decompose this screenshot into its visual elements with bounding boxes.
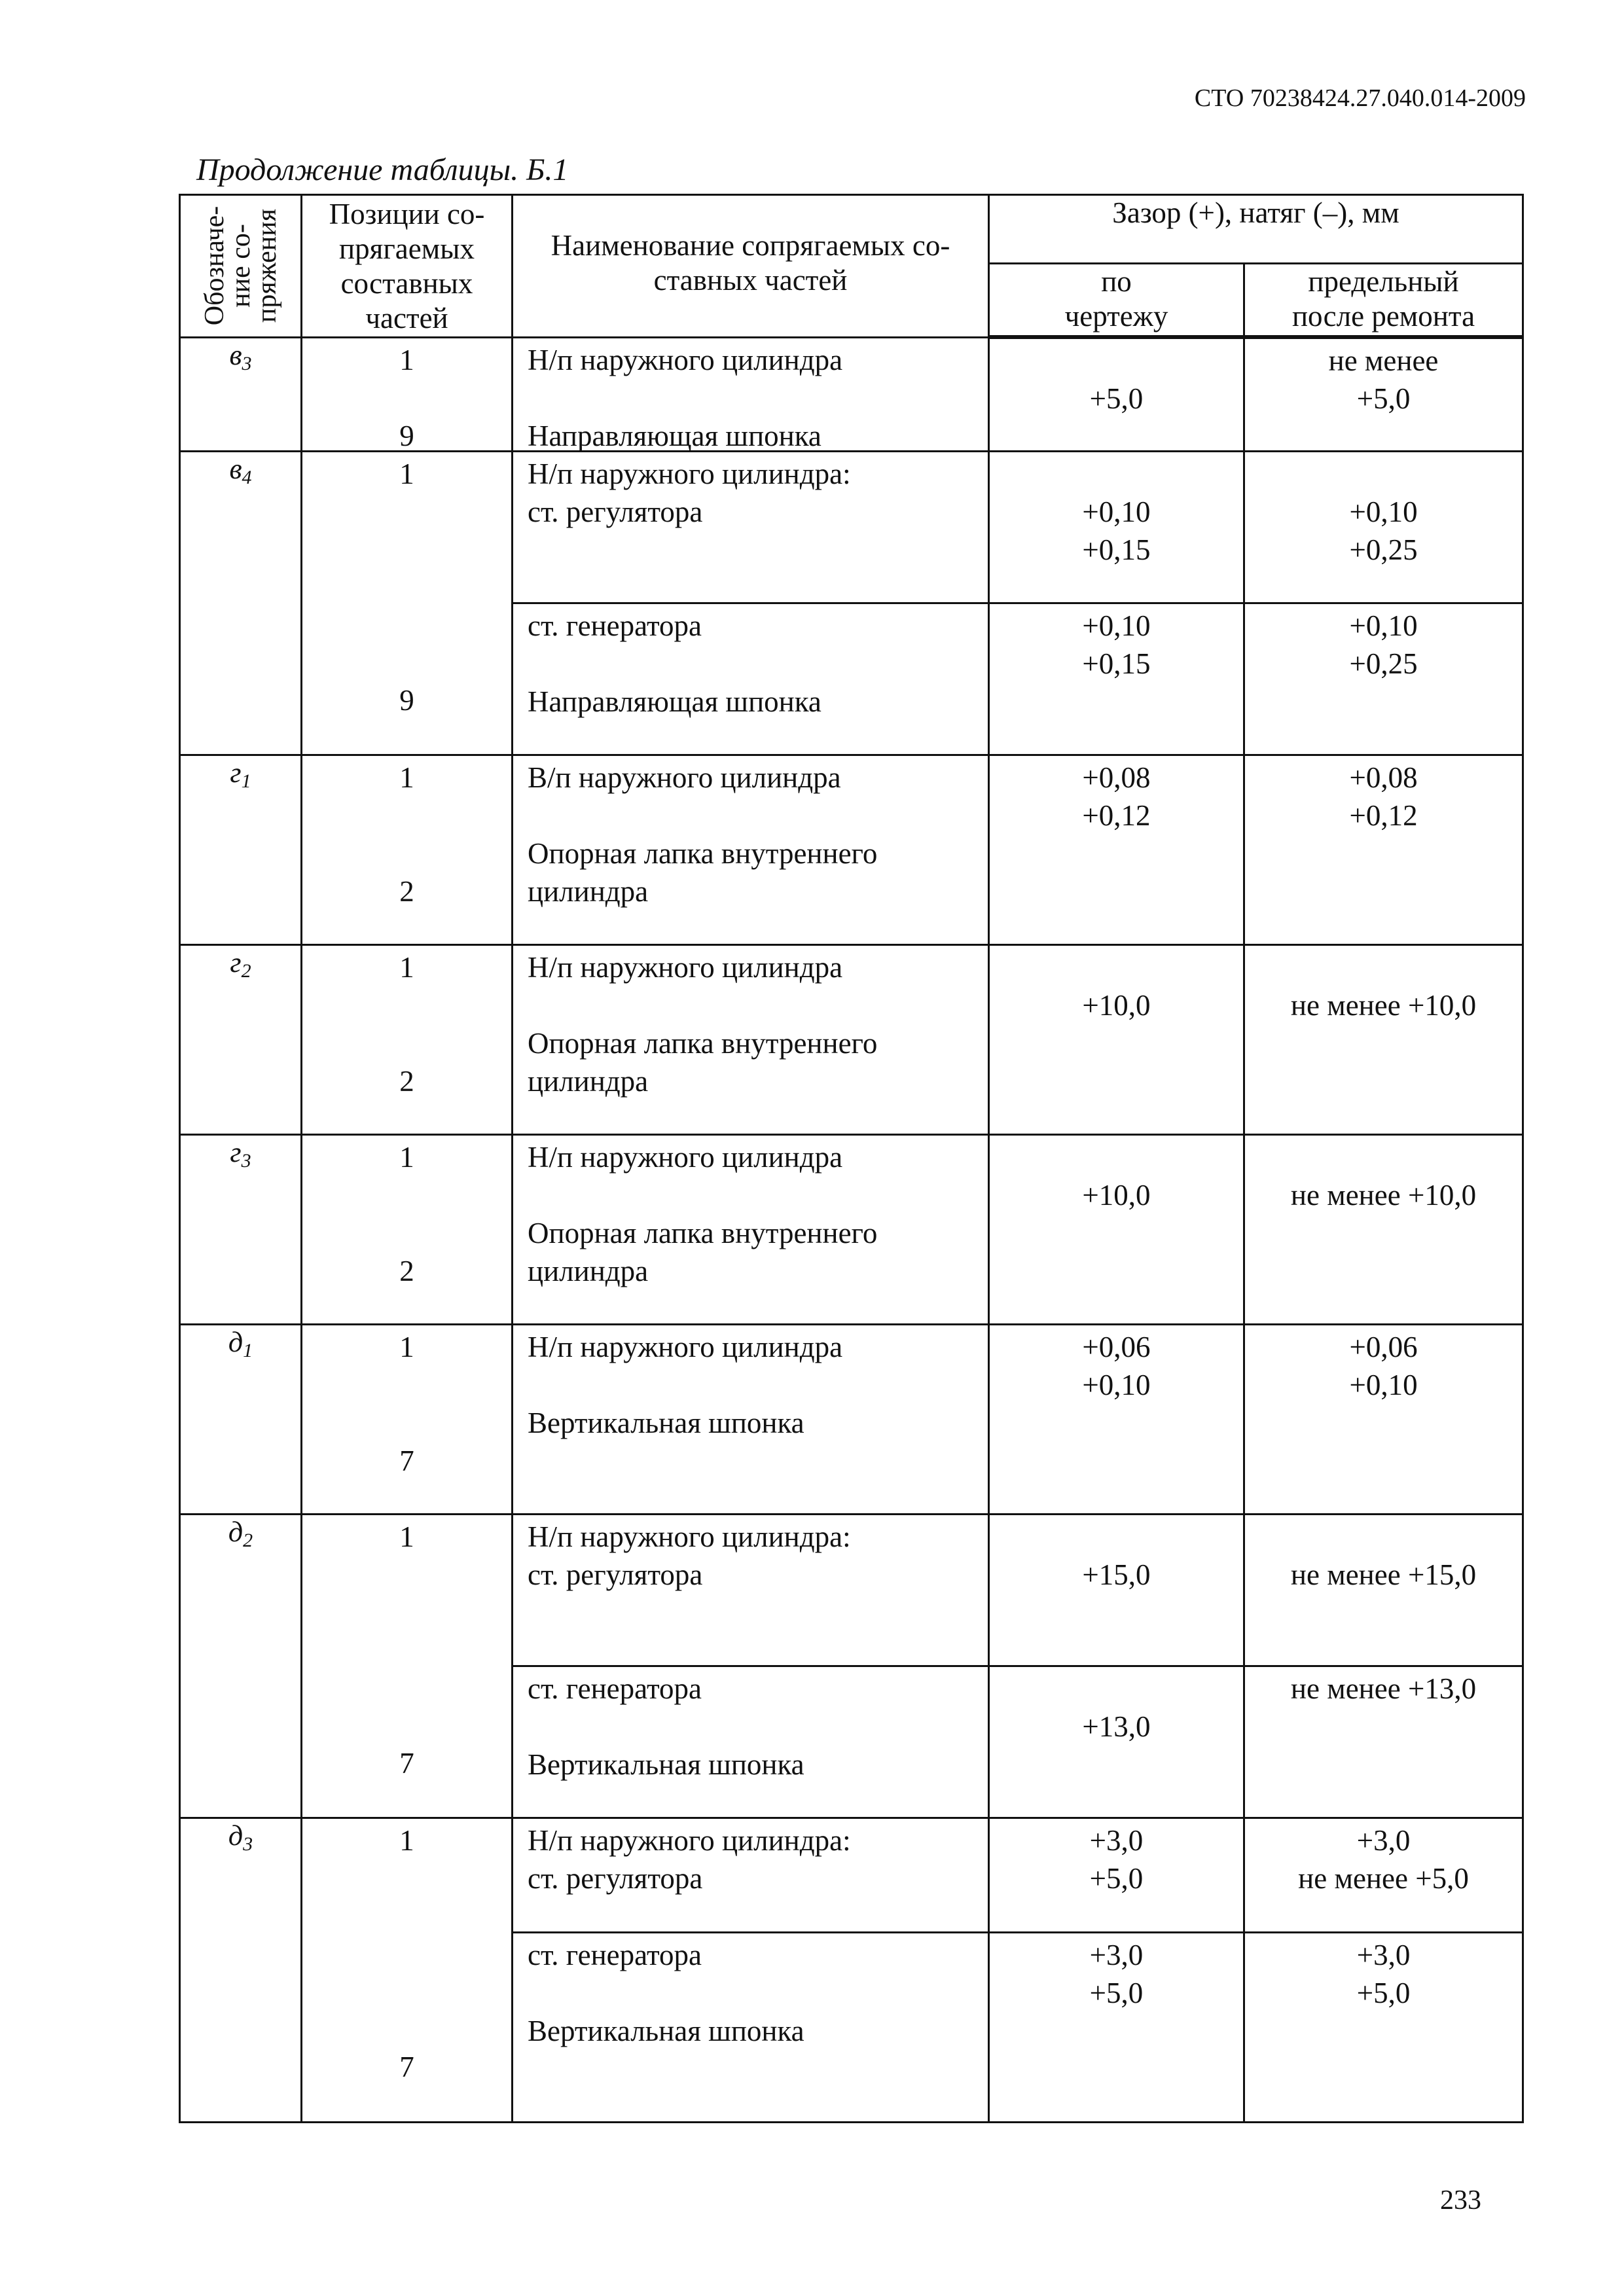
part-name: ст. регулятора (528, 495, 703, 528)
names-cell (513, 755, 989, 944)
clearance-value: +0,10 (1082, 609, 1151, 642)
designation-cell: $д_3$ (180, 1818, 302, 2122)
clearance-value: +3,0 (1089, 1823, 1144, 1857)
position-value: 7 (399, 1746, 414, 1780)
part-name: Н/п наружного цилиндра (528, 1330, 843, 1363)
limit-cell (1244, 1818, 1523, 1932)
names-cell (513, 1818, 989, 1932)
part-name: ст. генератора (528, 609, 702, 642)
positions-cell (302, 337, 513, 451)
clearance-value: +0,10 (1082, 495, 1151, 528)
limit-value: +0,25 (1349, 533, 1418, 566)
positions-cell (302, 1134, 513, 1324)
part-name: Направляющая шпонка (528, 685, 821, 718)
designation-cell: $г_2$ (180, 944, 302, 1134)
clearance-value: +0,15 (1082, 647, 1151, 680)
limit-cell (1244, 337, 1523, 451)
limit-value: +0,08 (1349, 761, 1418, 794)
names-cell (513, 944, 989, 1134)
position-value: 2 (399, 874, 414, 908)
by-drawing-cell (989, 1666, 1244, 1818)
clearance-value: +0,06 (1082, 1330, 1151, 1363)
positions-cell (302, 451, 513, 755)
part-name: ст. регулятора (528, 1861, 703, 1895)
clearance-value: +0,15 (1082, 533, 1151, 566)
position-value: 1 (399, 761, 414, 794)
names-cell (513, 1666, 989, 1818)
header-designation: Обозначе-ние со-пряжения (180, 195, 302, 338)
clearance-value: +0,12 (1082, 798, 1151, 832)
limit-cell (1244, 1666, 1523, 1818)
limit-cell (1244, 944, 1523, 1134)
limit-value: +3,0 (1356, 1938, 1411, 1971)
clearance-table (179, 194, 1524, 2123)
part-name: цилиндра (528, 1064, 649, 1098)
document-code: СТО 70238424.27.040.014-2009 (1194, 84, 1526, 112)
limit-value: не менее +10,0 (1290, 988, 1477, 1022)
part-name: Вертикальная шпонка (528, 2014, 804, 2047)
part-name: Опорная лапка внутреннего (528, 1026, 878, 1060)
header-limit: предельный после ремонта (1244, 264, 1523, 338)
designation-cell: $в_4$ (180, 451, 302, 755)
names-cell (513, 337, 989, 451)
position-value: 2 (399, 1254, 414, 1287)
position-value: 1 (399, 343, 414, 376)
header-by-drawing: по чертежу (989, 264, 1244, 338)
part-name: Вертикальная шпонка (528, 1748, 804, 1781)
by-drawing-cell (989, 1324, 1244, 1514)
part-name: В/п наружного цилиндра (528, 761, 841, 794)
names-cell (513, 1932, 989, 2122)
position-value: 1 (399, 1823, 414, 1857)
designation-cell: $д_2$ (180, 1514, 302, 1818)
part-name: ст. регулятора (528, 1558, 703, 1591)
header-names: Наименование сопрягаемых со-ставных частей (513, 195, 989, 338)
part-name: ст. генератора (528, 1672, 702, 1705)
part-name: Н/п наружного цилиндра (528, 343, 843, 376)
limit-cell (1244, 451, 1523, 603)
clearance-value: +0,10 (1082, 1368, 1151, 1401)
clearance-value: +5,0 (1089, 1976, 1144, 2009)
limit-cell (1244, 1134, 1523, 1324)
limit-value: +5,0 (1356, 382, 1411, 415)
position-value: 1 (399, 1140, 414, 1174)
designation-cell: $в_3$ (180, 337, 302, 451)
limit-cell (1244, 1932, 1523, 2122)
clearance-value: +5,0 (1089, 382, 1144, 415)
positions-cell (302, 1324, 513, 1514)
names-cell (513, 451, 989, 603)
names-cell (513, 1514, 989, 1666)
part-name: цилиндра (528, 1254, 649, 1287)
position-value: 1 (399, 1330, 414, 1363)
position-value: 9 (399, 683, 414, 717)
header-positions: Позиции со-прягаемых составных частей (302, 195, 513, 338)
by-drawing-cell (989, 755, 1244, 944)
limit-value: +0,12 (1349, 798, 1418, 832)
limit-cell (1244, 1324, 1523, 1514)
part-name: Направляющая шпонка (528, 419, 821, 452)
designation-cell: $г_3$ (180, 1134, 302, 1324)
limit-value: +3,0 (1356, 1823, 1411, 1857)
part-name: Опорная лапка внутреннего (528, 836, 878, 870)
part-name: Н/п наружного цилиндра: (528, 1823, 851, 1857)
by-drawing-cell (989, 944, 1244, 1134)
clearance-value: +3,0 (1089, 1938, 1144, 1971)
position-value: 1 (399, 1520, 414, 1553)
limit-cell (1244, 1514, 1523, 1666)
positions-cell (302, 1514, 513, 1818)
header-clearance: Зазор (+), натяг (–), мм (989, 195, 1523, 264)
clearance-value: +15,0 (1082, 1558, 1151, 1591)
positions-cell (302, 944, 513, 1134)
limit-value: +0,10 (1349, 495, 1418, 528)
limit-value: +0,25 (1349, 647, 1418, 680)
clearance-value: +13,0 (1082, 1710, 1151, 1743)
names-cell (513, 1134, 989, 1324)
limit-value: +0,06 (1349, 1330, 1418, 1363)
part-name: цилиндра (528, 874, 649, 908)
by-drawing-cell (989, 337, 1244, 451)
position-value: 7 (399, 1444, 414, 1477)
part-name: Вертикальная шпонка (528, 1406, 804, 1439)
position-value: 7 (399, 2050, 414, 2083)
designation-cell: $д_1$ (180, 1324, 302, 1514)
by-drawing-cell (989, 603, 1244, 755)
part-name: ст. генератора (528, 1938, 702, 1971)
clearance-value: +5,0 (1089, 1861, 1144, 1895)
table-caption: Продолжение таблицы. Б.1 (196, 152, 569, 187)
position-value: 2 (399, 1064, 414, 1098)
limit-cell (1244, 755, 1523, 944)
limit-cell (1244, 603, 1523, 755)
position-value: 1 (399, 950, 414, 984)
part-name: Н/п наружного цилиндра: (528, 1520, 851, 1553)
positions-cell (302, 1818, 513, 2122)
by-drawing-cell (989, 451, 1244, 603)
limit-value: +5,0 (1356, 1976, 1411, 2009)
page-number: 233 (1440, 2185, 1481, 2215)
limit-value: не менее (1328, 344, 1439, 377)
part-name: Н/п наружного цилиндра: (528, 457, 851, 490)
by-drawing-cell (989, 1514, 1244, 1666)
names-cell (513, 1324, 989, 1514)
limit-value: не менее +10,0 (1290, 1178, 1477, 1211)
limit-value: не менее +5,0 (1298, 1861, 1469, 1895)
limit-value: +0,10 (1349, 1368, 1418, 1401)
by-drawing-cell (989, 1818, 1244, 1932)
part-name: Опорная лапка внутреннего (528, 1216, 878, 1249)
part-name: Н/п наружного цилиндра (528, 1140, 843, 1174)
clearance-value: +10,0 (1082, 988, 1151, 1022)
position-value: 9 (399, 419, 414, 452)
position-value: 1 (399, 457, 414, 490)
names-cell (513, 603, 989, 755)
clearance-value: +0,08 (1082, 761, 1151, 794)
designation-cell: $г_1$ (180, 755, 302, 944)
by-drawing-cell (989, 1932, 1244, 2122)
by-drawing-cell (989, 1134, 1244, 1324)
part-name: Н/п наружного цилиндра (528, 950, 843, 984)
limit-value: +0,10 (1349, 609, 1418, 642)
positions-cell (302, 755, 513, 944)
clearance-value: +10,0 (1082, 1178, 1151, 1211)
limit-value: не менее +13,0 (1290, 1672, 1477, 1705)
limit-value: не менее +15,0 (1290, 1558, 1477, 1591)
